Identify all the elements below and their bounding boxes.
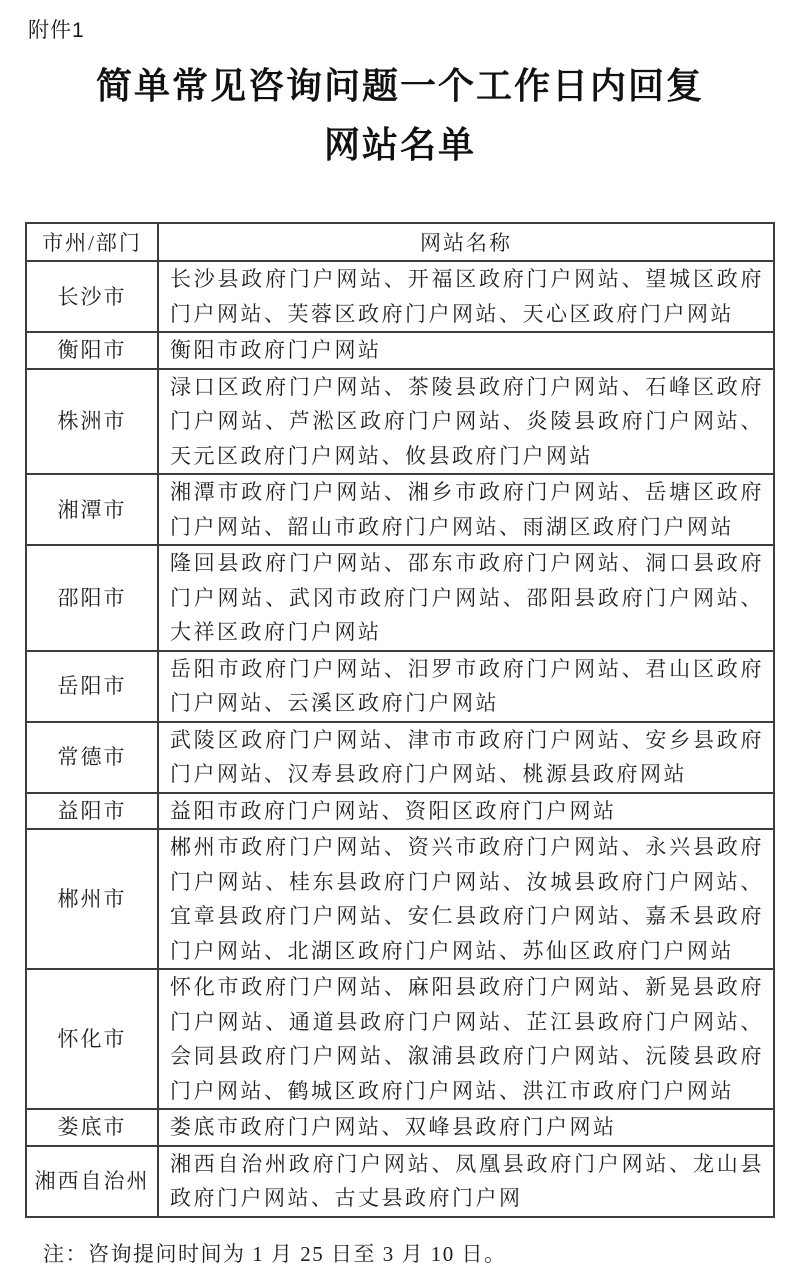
region-cell: 益阳市 — [26, 793, 158, 830]
table-row — [26, 969, 774, 1109]
region-cell: 长沙市 — [26, 261, 158, 332]
column-header-region: 市州/部门 — [26, 223, 158, 261]
page-title-line1: 简单常见咨询问题一个工作日内回复 — [95, 65, 704, 106]
table-row — [26, 793, 774, 830]
footnote: 注：咨询提问时间为 1 月 25 日至 3 月 10 日。 — [43, 1241, 507, 1266]
table-row — [26, 369, 774, 475]
table-row — [26, 651, 774, 722]
region-cell: 怀化市 — [26, 969, 158, 1109]
region-cell: 湘潭市 — [26, 474, 158, 545]
region-cell: 郴州市 — [26, 829, 158, 969]
websites-cell: 娄底市政府门户网站、双峰县政府门户网站 — [158, 1109, 774, 1146]
page-title — [0, 56, 800, 174]
websites-cell: 湘西自治州政府门户网站、凤凰县政府门户网站、龙山县政府门户网站、古丈县政府门户网 — [158, 1146, 774, 1217]
column-header-website: 网站名称 — [158, 223, 774, 261]
region-cell: 衡阳市 — [26, 332, 158, 369]
region-cell: 湘西自治州 — [26, 1146, 158, 1217]
table-row — [26, 1146, 774, 1217]
websites-cell: 武陵区政府门户网站、津市市政府门户网站、安乡县政府门户网站、汉寿县政府门户网站、桃源县政府网站 — [158, 722, 774, 793]
websites-cell: 湘潭市政府门户网站、湘乡市政府门户网站、岳塘区政府门户网站、韶山市政府门户网站、雨湖区政府门户网站 — [158, 474, 774, 545]
websites-cell: 隆回县政府门户网站、邵东市政府门户网站、洞口县政府门户网站、武冈市政府门户网站、邵阳县政府门户网站、大祥区政府门户网站 — [158, 545, 774, 651]
table-row — [26, 829, 774, 969]
table-row — [26, 332, 774, 369]
region-cell: 株洲市 — [26, 369, 158, 475]
websites-cell: 渌口区政府门户网站、茶陵县政府门户网站、石峰区政府门户网站、芦淞区政府门户网站、炎陵县政府门户网站、天元区政府门户网站、攸县政府门户网站 — [158, 369, 774, 475]
websites-cell: 衡阳市政府门户网站 — [158, 332, 774, 369]
table-header — [26, 223, 774, 261]
table-row — [26, 474, 774, 545]
attachment-label: 附件1 — [28, 19, 85, 42]
table-row — [26, 545, 774, 651]
websites-cell: 怀化市政府门户网站、麻阳县政府门户网站、新晃县政府门户网站、通道县政府门户网站、芷江县政府门户网站、会同县政府门户网站、溆浦县政府门户网站、沅陵县政府门户网站、鹤城区政府门户网站、洪江市政府门户网站 — [158, 969, 774, 1109]
region-cell: 邵阳市 — [26, 545, 158, 651]
website-table — [25, 222, 775, 1218]
websites-cell: 长沙县政府门户网站、开福区政府门户网站、望城区政府门户网站、芙蓉区政府门户网站、天心区政府门户网站 — [158, 261, 774, 332]
table-body — [26, 261, 774, 1217]
table-row — [26, 1109, 774, 1146]
page-title-line2: 网站名单 — [323, 124, 476, 165]
table-row — [26, 722, 774, 793]
table-row — [26, 261, 774, 332]
region-cell: 岳阳市 — [26, 651, 158, 722]
websites-cell: 益阳市政府门户网站、资阳区政府门户网站 — [158, 793, 774, 830]
websites-cell: 郴州市政府门户网站、资兴市政府门户网站、永兴县政府门户网站、桂东县政府门户网站、汝城县政府门户网站、宜章县政府门户网站、安仁县政府门户网站、嘉禾县政府门户网站、北湖区政府门户网站、苏仙区政府门户网站 — [158, 829, 774, 969]
websites-cell: 岳阳市政府门户网站、汨罗市政府门户网站、君山区政府门户网站、云溪区政府门户网站 — [158, 651, 774, 722]
region-cell: 娄底市 — [26, 1109, 158, 1146]
table-header-row — [26, 223, 774, 261]
region-cell: 常德市 — [26, 722, 158, 793]
